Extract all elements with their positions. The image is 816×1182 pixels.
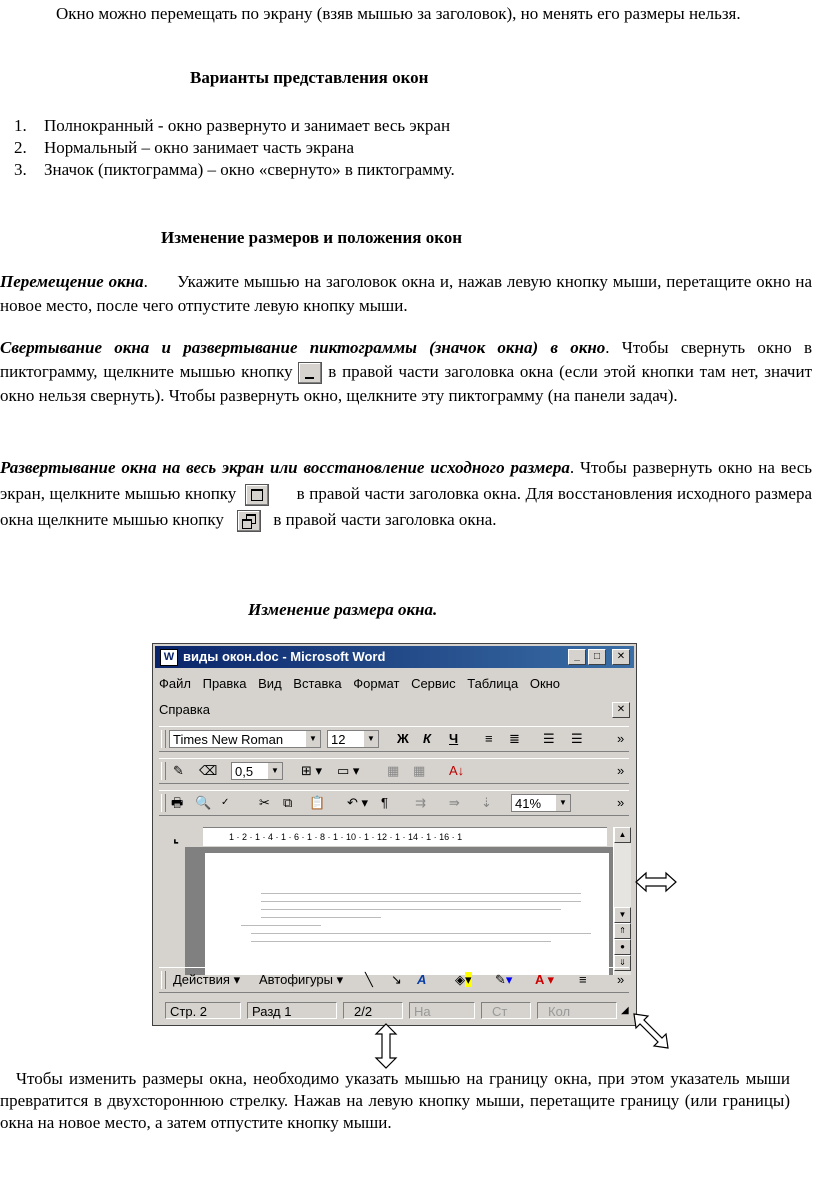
zoom-select[interactable]: 41% ▼ bbox=[511, 794, 571, 812]
horizontal-ruler[interactable]: 1 · 2 · 1 · 4 · 1 · 6 · 1 · 8 · 1 · 10 · 1 · 12 · 1 · 14 · 1 · 16 · 1 bbox=[203, 827, 607, 846]
word-window bbox=[152, 643, 637, 1026]
word-icon: W bbox=[160, 649, 178, 666]
minimize-icon bbox=[298, 362, 322, 384]
title-bar[interactable] bbox=[155, 646, 634, 668]
double-arrow-icon bbox=[634, 870, 678, 894]
status-line: Ст bbox=[481, 1002, 531, 1019]
browse-object-icon[interactable]: ● bbox=[614, 939, 631, 955]
actions-menu[interactable]: Действия ▾ bbox=[173, 972, 241, 987]
bold-button[interactable]: Ж bbox=[397, 731, 409, 746]
formatting-toolbar bbox=[159, 726, 629, 752]
align-justify-icon[interactable]: ≣ bbox=[509, 731, 520, 746]
underline-button[interactable]: Ч bbox=[449, 731, 459, 746]
menu-item[interactable]: Правка bbox=[202, 676, 247, 691]
menu-item[interactable]: Окно bbox=[529, 676, 561, 691]
wordart-icon[interactable]: A bbox=[417, 972, 427, 987]
split-cells-icon[interactable]: ▦ bbox=[413, 763, 426, 778]
vertical-scrollbar[interactable] bbox=[613, 827, 631, 975]
minimize-icon[interactable]: _ bbox=[568, 649, 586, 665]
view-list bbox=[14, 115, 455, 181]
chevron-down-icon: ▼ bbox=[364, 731, 378, 747]
pilcrow-icon[interactable]: ¶ bbox=[381, 795, 388, 810]
status-page: Стр. 2 bbox=[165, 1002, 241, 1019]
merge-cells-icon[interactable]: ▦ bbox=[387, 763, 400, 778]
heading-window-views: Варианты представления окон bbox=[190, 68, 429, 87]
menu-item[interactable]: Файл bbox=[159, 676, 191, 691]
restore-icon bbox=[237, 510, 261, 532]
numbered-list-icon[interactable]: ☰ bbox=[543, 731, 555, 746]
menu-item[interactable]: Формат bbox=[353, 676, 400, 691]
italic-button[interactable]: К bbox=[423, 731, 431, 746]
list-item: 1. Полнокранный - окно развернуто и занимает весь экран bbox=[14, 116, 451, 135]
chevron-down-icon: ▼ bbox=[556, 795, 570, 811]
paste-icon[interactable]: 📋 bbox=[309, 795, 326, 810]
status-pages: 2/2 bbox=[343, 1002, 403, 1019]
double-arrow-icon bbox=[374, 1022, 398, 1070]
arrow-icon[interactable]: ↘ bbox=[391, 972, 402, 987]
chevron-down-icon: ▼ bbox=[268, 763, 282, 779]
paragraph-minimize: Свертывание окна и развертывание пиктограммы (значок окна) в окно. Чтобы свернуть окно в пиктограмму, щелкните мышью кнопку в правой части заголовка окна (если этой кнопки там нет, значит окно нельзя свернуть). Чтобы развернуть окно, щелкните эту пиктограмму (на панели задач). bbox=[0, 338, 813, 406]
scroll-down-icon[interactable]: ▼ bbox=[614, 907, 631, 923]
cut-icon[interactable]: ✂ bbox=[259, 795, 270, 810]
vertical-ruler bbox=[169, 847, 185, 975]
bulleted-list-icon[interactable]: ☰ bbox=[571, 731, 583, 746]
pencil-icon[interactable]: ✎ bbox=[173, 763, 184, 778]
font-color-icon[interactable]: A ▾ bbox=[535, 972, 555, 987]
line-style-icon[interactable]: ≡ bbox=[579, 972, 587, 987]
fill-color-icon[interactable]: ◈▾ bbox=[455, 972, 472, 987]
preview-icon[interactable]: 🔍 bbox=[195, 795, 212, 810]
heading-resize-move: Изменение размеров и положения окон bbox=[161, 228, 463, 247]
menu-bar bbox=[159, 676, 568, 691]
spelling-icon[interactable]: ✓ bbox=[221, 797, 230, 808]
resize-grip-icon[interactable]: ◢ bbox=[621, 1005, 629, 1016]
more-icon[interactable]: » bbox=[617, 972, 625, 987]
menu-item[interactable]: Вид bbox=[258, 676, 282, 691]
tab-stop-icon[interactable]: ⌞ bbox=[173, 830, 180, 845]
line-color-icon[interactable]: ✎▾ bbox=[495, 972, 513, 987]
menu-item[interactable]: Вставка bbox=[293, 676, 342, 691]
autoshapes-menu[interactable]: Автофигуры ▾ bbox=[259, 972, 344, 987]
status-col: Кол bbox=[537, 1002, 617, 1019]
standard-toolbar bbox=[159, 790, 629, 816]
columns-icon[interactable]: ⇛ bbox=[449, 795, 460, 810]
align-center-icon[interactable]: ≡ bbox=[485, 731, 493, 746]
eraser-icon[interactable]: ⌫ bbox=[199, 763, 218, 778]
maximize-icon[interactable]: □ bbox=[588, 649, 606, 665]
doc-close-icon[interactable]: ✕ bbox=[612, 702, 630, 718]
more-icon[interactable]: » bbox=[617, 795, 625, 810]
drawing-icon[interactable]: ⇣ bbox=[481, 795, 492, 810]
font-size-select[interactable]: 12 ▼ bbox=[327, 730, 379, 748]
list-item: 3. Значок (пиктограмма) – окно «свернуто» в пиктограмму. bbox=[14, 160, 455, 179]
paragraph-move: Перемещение окна. Укажите мышью на заголовок окна и, нажав левую кнопку мыши, перетащите окно на новое место, после чего отпустите левую кнопку мыши. bbox=[0, 272, 813, 315]
status-bar bbox=[155, 1001, 632, 1021]
status-section: Разд 1 bbox=[247, 1002, 337, 1019]
toolbar-grip[interactable] bbox=[161, 794, 166, 812]
intro-paragraph: Окно можно перемещать по экрану (взяв мышью за заголовок), но менять его размеры нельзя. bbox=[56, 4, 741, 23]
window-title: виды окон.doc - Microsoft Word bbox=[183, 649, 386, 664]
line-width-select[interactable]: 0,5 ▼ bbox=[231, 762, 283, 780]
status-at: На bbox=[409, 1002, 475, 1019]
scroll-up-icon[interactable]: ▲ bbox=[614, 827, 631, 843]
more-icon[interactable]: » bbox=[617, 763, 625, 778]
close-icon[interactable]: ✕ bbox=[612, 649, 630, 665]
sort-icon[interactable]: A↓ bbox=[449, 763, 465, 778]
paragraph-maximize: Развертывание окна на весь экран или восстановление исходного размера. Чтобы развернуть окно на весь экран, щелкните мышью кнопку в правой части заголовка окна. Для восстановления исходного размера окна щелкните мышью кнопку в правой части заголовка окна. bbox=[0, 455, 812, 533]
maximize-icon bbox=[245, 484, 269, 506]
menu-item[interactable]: Сервис bbox=[411, 676, 456, 691]
line-icon[interactable]: ╲ bbox=[365, 972, 373, 987]
more-icon[interactable]: » bbox=[617, 731, 625, 746]
chevron-down-icon: ▼ bbox=[306, 731, 320, 747]
drawing-toolbar bbox=[159, 967, 629, 993]
heading-window-size: Изменение размера окна. bbox=[248, 600, 438, 619]
borders-icon[interactable]: ⊞ ▾ bbox=[301, 763, 323, 778]
prev-page-icon[interactable]: ⇑ bbox=[614, 923, 631, 939]
tables-toolbar bbox=[159, 758, 629, 784]
font-select[interactable]: Times New Roman ▼ bbox=[169, 730, 321, 748]
insert-table-icon[interactable]: ⇉ bbox=[415, 795, 426, 810]
copy-icon[interactable]: ⧉ bbox=[283, 795, 293, 810]
toolbar-grip[interactable] bbox=[161, 762, 166, 780]
toolbar-grip[interactable] bbox=[161, 971, 166, 989]
menu-item-help[interactable]: Справка bbox=[159, 702, 210, 717]
menu-item[interactable]: Таблица bbox=[467, 676, 519, 691]
list-item: 2. Нормальный – окно занимает часть экрана bbox=[14, 138, 355, 157]
document-page[interactable] bbox=[205, 853, 609, 975]
document-area bbox=[169, 847, 619, 975]
double-arrow-icon bbox=[630, 1010, 674, 1054]
next-page-icon[interactable]: ⇓ bbox=[614, 955, 631, 971]
outro-paragraph: Чтобы изменить размеры окна, необходимо указать мышью на границу окна, при этом указатель мыши превратится в двухстороннюю стрелку. Нажав на левую кнопку мыши, перетащите границу (или границы) окна на новое место, а затем отпустите кнопку мыши. bbox=[0, 1069, 790, 1132]
undo-icon[interactable]: ↶ ▾ bbox=[347, 795, 369, 810]
toolbar-grip[interactable] bbox=[161, 730, 166, 748]
shading-icon[interactable]: ▭ ▾ bbox=[337, 763, 360, 778]
print-icon[interactable]: 🖶 bbox=[171, 795, 184, 810]
